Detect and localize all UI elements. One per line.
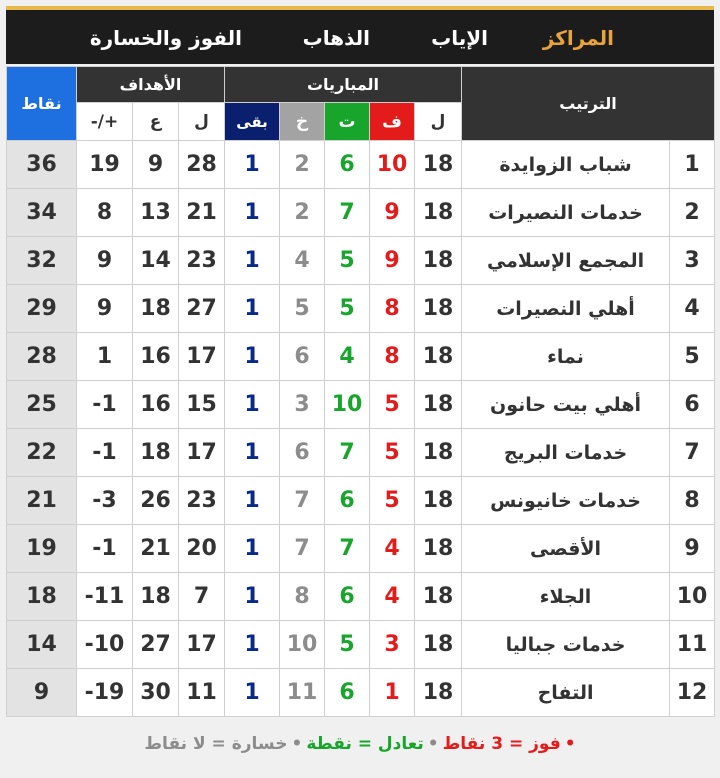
row-goals-for: 17 — [179, 429, 225, 477]
row-remaining: 1 — [225, 525, 280, 573]
row-won: 4 — [370, 573, 415, 621]
row-played: 18 — [415, 237, 462, 285]
row-position: 11 — [670, 621, 715, 669]
row-goals-against: 16 — [133, 333, 179, 381]
row-goals-for: 20 — [179, 525, 225, 573]
header-rank: الترتيب — [462, 67, 715, 141]
row-points: 34 — [7, 189, 77, 237]
header-points: نقاط — [7, 67, 77, 141]
row-goal-diff: 19- — [77, 669, 133, 717]
row-drawn: 10 — [325, 381, 370, 429]
header-goals: الأهداف — [77, 67, 225, 103]
row-drawn: 4 — [325, 333, 370, 381]
row-drawn: 7 — [325, 189, 370, 237]
row-points: 25 — [7, 381, 77, 429]
row-goals-against: 14 — [133, 237, 179, 285]
row-team-name: خدمات النصيرات — [462, 189, 670, 237]
row-points: 29 — [7, 285, 77, 333]
row-team-name: الأقصى — [462, 525, 670, 573]
row-goals-against: 16 — [133, 381, 179, 429]
row-drawn: 6 — [325, 669, 370, 717]
standings-body — [7, 141, 715, 717]
row-played: 18 — [415, 141, 462, 189]
row-goal-diff: 19 — [77, 141, 133, 189]
tab-bar — [6, 6, 714, 64]
table-row[interactable] — [7, 477, 715, 525]
row-won: 5 — [370, 381, 415, 429]
legend-loss: خسارة = لا نقاط — [144, 734, 288, 754]
row-won: 5 — [370, 429, 415, 477]
row-goals-for: 11 — [179, 669, 225, 717]
row-remaining: 1 — [225, 621, 280, 669]
table-row[interactable] — [7, 525, 715, 573]
row-team-name: نماء — [462, 333, 670, 381]
row-goals-for: 23 — [179, 477, 225, 525]
row-goals-for: 21 — [179, 189, 225, 237]
row-lost: 3 — [280, 381, 325, 429]
row-goals-against: 21 — [133, 525, 179, 573]
row-drawn: 6 — [325, 141, 370, 189]
row-won: 8 — [370, 285, 415, 333]
row-won: 1 — [370, 669, 415, 717]
row-won: 10 — [370, 141, 415, 189]
row-goals-against: 18 — [133, 285, 179, 333]
header-remaining: بقى — [225, 103, 280, 141]
row-position: 7 — [670, 429, 715, 477]
row-position: 4 — [670, 285, 715, 333]
header-matches: المباريات — [225, 67, 462, 103]
row-played: 18 — [415, 477, 462, 525]
row-drawn: 5 — [325, 237, 370, 285]
header-goal-diff: +/- — [77, 103, 133, 141]
row-drawn: 6 — [325, 477, 370, 525]
row-lost: 7 — [280, 477, 325, 525]
standings-table — [6, 66, 715, 717]
row-goal-diff: 1 — [77, 333, 133, 381]
tab-win-loss[interactable]: الفوز والخسارة — [89, 26, 242, 50]
row-lost: 7 — [280, 525, 325, 573]
legend-win: فوز = 3 نقاط — [442, 734, 561, 754]
row-goals-against: 18 — [133, 573, 179, 621]
row-position: 12 — [670, 669, 715, 717]
row-goal-diff: 1- — [77, 525, 133, 573]
row-remaining: 1 — [225, 381, 280, 429]
row-lost: 4 — [280, 237, 325, 285]
row-goal-diff: 11- — [77, 573, 133, 621]
row-team-name: الجلاء — [462, 573, 670, 621]
row-goal-diff: 8 — [77, 189, 133, 237]
table-row[interactable] — [7, 573, 715, 621]
row-team-name: خدمات جباليا — [462, 621, 670, 669]
row-points: 9 — [7, 669, 77, 717]
header-drawn: ت — [325, 103, 370, 141]
legend-bullet: • — [291, 734, 303, 754]
row-drawn: 7 — [325, 525, 370, 573]
row-lost: 5 — [280, 285, 325, 333]
row-drawn: 7 — [325, 429, 370, 477]
row-points: 36 — [7, 141, 77, 189]
row-won: 5 — [370, 477, 415, 525]
row-points: 18 — [7, 573, 77, 621]
row-position: 9 — [670, 525, 715, 573]
row-lost: 6 — [280, 429, 325, 477]
row-won: 3 — [370, 621, 415, 669]
row-position: 8 — [670, 477, 715, 525]
table-row[interactable] — [7, 429, 715, 477]
legend-bullet: • — [427, 734, 439, 754]
row-remaining: 1 — [225, 477, 280, 525]
table-row[interactable] — [7, 285, 715, 333]
row-lost: 10 — [280, 621, 325, 669]
row-points: 14 — [7, 621, 77, 669]
row-team-name: أهلي النصيرات — [462, 285, 670, 333]
header-won: ف — [370, 103, 415, 141]
legend-draw: تعادل = نقطة — [306, 734, 424, 754]
row-position: 3 — [670, 237, 715, 285]
row-played: 18 — [415, 429, 462, 477]
row-goals-against: 30 — [133, 669, 179, 717]
row-position: 2 — [670, 189, 715, 237]
row-team-name: أهلي بيت حانون — [462, 381, 670, 429]
row-goals-for: 28 — [179, 141, 225, 189]
row-drawn: 6 — [325, 573, 370, 621]
row-lost: 6 — [280, 333, 325, 381]
header-lost: خ — [280, 103, 325, 141]
row-goals-against: 9 — [133, 141, 179, 189]
table-row[interactable] — [7, 141, 715, 189]
row-goals-against: 27 — [133, 621, 179, 669]
tab-second-leg[interactable]: الإياب — [431, 26, 488, 50]
row-goal-diff: 9 — [77, 237, 133, 285]
row-remaining: 1 — [225, 189, 280, 237]
table-row[interactable] — [7, 381, 715, 429]
row-drawn: 5 — [325, 285, 370, 333]
row-played: 18 — [415, 573, 462, 621]
row-remaining: 1 — [225, 285, 280, 333]
row-goal-diff: 10- — [77, 621, 133, 669]
header-goals-against: ع — [133, 103, 179, 141]
row-team-name: التفاح — [462, 669, 670, 717]
row-points: 22 — [7, 429, 77, 477]
row-team-name: خدمات خانيونس — [462, 477, 670, 525]
row-remaining: 1 — [225, 669, 280, 717]
row-remaining: 1 — [225, 333, 280, 381]
row-goal-diff: 3- — [77, 477, 133, 525]
tab-standings[interactable]: المراكز — [542, 26, 614, 50]
row-played: 18 — [415, 669, 462, 717]
row-position: 1 — [670, 141, 715, 189]
row-lost: 8 — [280, 573, 325, 621]
tab-first-leg[interactable]: الذهاب — [302, 26, 370, 50]
row-remaining: 1 — [225, 237, 280, 285]
row-goals-for: 7 — [179, 573, 225, 621]
table-row[interactable] — [7, 333, 715, 381]
row-won: 4 — [370, 525, 415, 573]
row-goal-diff: 9 — [77, 285, 133, 333]
row-goals-against: 18 — [133, 429, 179, 477]
row-goals-for: 27 — [179, 285, 225, 333]
row-points: 28 — [7, 333, 77, 381]
row-goal-diff: 1- — [77, 381, 133, 429]
row-played: 18 — [415, 333, 462, 381]
header-goals-for: ل — [179, 103, 225, 141]
header-played: ل — [415, 103, 462, 141]
table-row[interactable] — [7, 621, 715, 669]
row-played: 18 — [415, 525, 462, 573]
row-team-name: خدمات البريج — [462, 429, 670, 477]
row-position: 6 — [670, 381, 715, 429]
row-goals-for: 17 — [179, 333, 225, 381]
row-lost: 11 — [280, 669, 325, 717]
table-row[interactable] — [7, 189, 715, 237]
row-team-name: المجمع الإسلامي — [462, 237, 670, 285]
points-legend — [6, 718, 714, 770]
row-lost: 2 — [280, 189, 325, 237]
row-goals-for: 15 — [179, 381, 225, 429]
table-row[interactable] — [7, 669, 715, 717]
row-played: 18 — [415, 189, 462, 237]
row-won: 9 — [370, 237, 415, 285]
row-played: 18 — [415, 381, 462, 429]
table-row[interactable] — [7, 237, 715, 285]
row-goals-against: 13 — [133, 189, 179, 237]
row-team-name: شباب الزوايدة — [462, 141, 670, 189]
row-remaining: 1 — [225, 141, 280, 189]
row-remaining: 1 — [225, 573, 280, 621]
row-won: 9 — [370, 189, 415, 237]
row-lost: 2 — [280, 141, 325, 189]
row-goals-for: 23 — [179, 237, 225, 285]
row-goals-against: 26 — [133, 477, 179, 525]
row-points: 21 — [7, 477, 77, 525]
row-played: 18 — [415, 621, 462, 669]
row-position: 10 — [670, 573, 715, 621]
row-points: 32 — [7, 237, 77, 285]
row-goal-diff: 1- — [77, 429, 133, 477]
row-remaining: 1 — [225, 429, 280, 477]
row-won: 8 — [370, 333, 415, 381]
row-played: 18 — [415, 285, 462, 333]
row-points: 19 — [7, 525, 77, 573]
row-drawn: 5 — [325, 621, 370, 669]
row-goals-for: 17 — [179, 621, 225, 669]
row-position: 5 — [670, 333, 715, 381]
legend-bullet: • — [564, 734, 576, 754]
